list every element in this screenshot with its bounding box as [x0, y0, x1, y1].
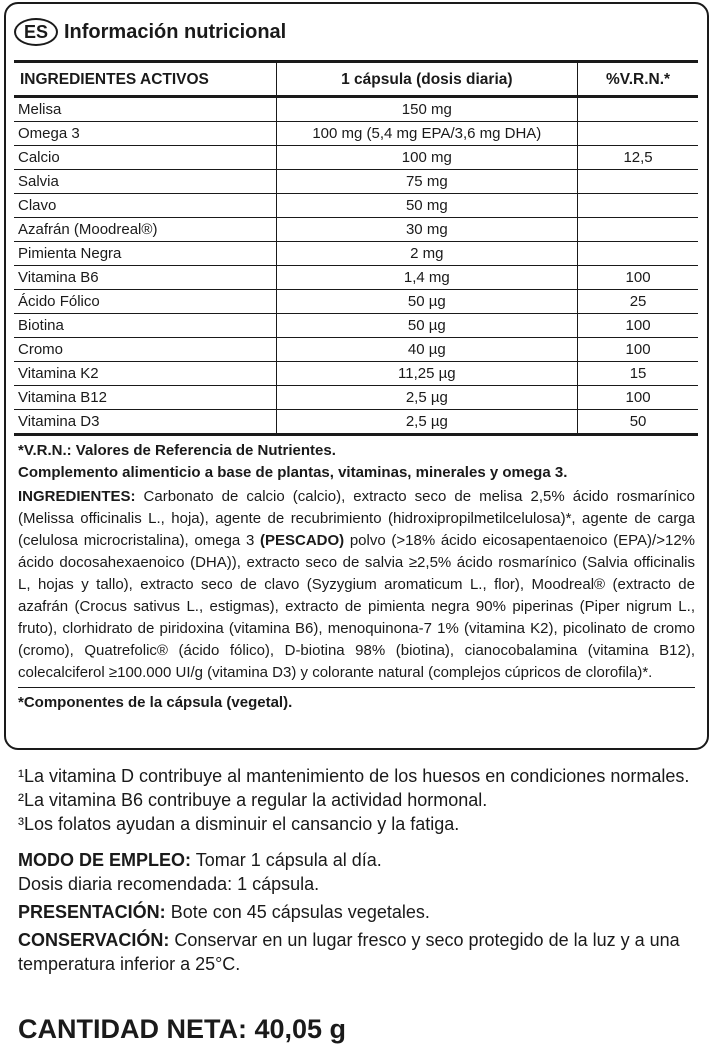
ingredient-name-cell: Azafrán (Moodreal®) [14, 218, 276, 242]
ingredients-text-part2: polvo (>18% ácido eicosapentaenoico (EPA)/>12% ácido docosahexaenoico (DHA)), extracto seco de salvia ≥2,5% ácido rosmarínico (Salvia officinalis L, hojas y tallo), extracto seco de clavo (Syzygium aromaticum L., flor), Moodreal® (extracto de azafrán (Crocus sativus L., estigmas), extracto de pimienta negra 90% piperinas (Piper nigrum L., fruto), clorhidrato de piridoxina (vitamina B6), menoquinona-7 1% (vitamina K2), picolinato de cromo (cromo), Quatrefolic® (ácido fólico), D-biotina 98% (biotina), cianocobalamina (vitamina B12), colecalciferol ≥100.000 UI/g (vitamina D3) y colorante natural (complejos cúpricos de clorofila)*. [18, 532, 695, 681]
ingredient-name-cell: Vitamina B12 [14, 386, 276, 410]
table-row [14, 218, 698, 242]
column-header-vrn: %V.R.N.* [578, 62, 698, 97]
panel-header [14, 14, 286, 50]
ingredient-name-cell: Vitamina B6 [14, 266, 276, 290]
presentation [18, 900, 702, 924]
ingredient-name-cell: Biotina [14, 314, 276, 338]
dose-cell: 50 mg [276, 194, 578, 218]
language-badge: ES [14, 18, 58, 46]
vrn-cell [578, 218, 698, 242]
table-row [14, 338, 698, 362]
ingredient-name-cell: Vitamina K2 [14, 362, 276, 386]
table-row [14, 386, 698, 410]
table-row [14, 170, 698, 194]
table-row [14, 146, 698, 170]
dose-cell: 1,4 mg [276, 266, 578, 290]
claim-folates: ³Los folatos ayudan a disminuir el cansancio y la fatiga. [18, 814, 460, 834]
vrn-cell [578, 242, 698, 266]
capsule-components-note: *Componentes de la cápsula (vegetal). [18, 694, 293, 711]
usage-text: Tomar 1 cápsula al día. [191, 850, 382, 870]
ingredient-name-cell: Clavo [14, 194, 276, 218]
product-info [18, 764, 702, 976]
ingredients-text-part1: Carbonato de calcio (calcio), extracto seco de melisa 2,5% ácido rosmarínico (Melissa officinalis L., hoja), agente de recubrimiento (hidroxipropilmetilcelulosa)*, agente de carga (celulosa microcristalina), omega 3 [18, 488, 695, 549]
dose-cell: 2 mg [276, 242, 578, 266]
allergen-fish: (PESCADO) [259, 532, 345, 549]
vrn-cell: 100 [578, 386, 698, 410]
column-header-ingredient: INGREDIENTES ACTIVOS [14, 62, 276, 97]
panel-title: Información nutricional [64, 20, 287, 43]
dose-cell: 150 mg [276, 97, 578, 122]
ingredient-name-cell: Cromo [14, 338, 276, 362]
nutrition-table [14, 60, 698, 436]
table-row [14, 194, 698, 218]
dose-cell: 30 mg [276, 218, 578, 242]
table-row [14, 97, 698, 122]
presentation-label: PRESENTACIÓN: [18, 902, 166, 922]
supplement-description: Complemento alimenticio a base de plantas, vitaminas, minerales y omega 3. [18, 464, 568, 481]
usage-label: MODO DE EMPLEO: [18, 850, 192, 870]
vrn-cell: 100 [578, 314, 698, 338]
usage-instructions [18, 848, 702, 872]
vrn-cell [578, 194, 698, 218]
ingredient-name-cell: Omega 3 [14, 122, 276, 146]
dose-cell: 2,5 µg [276, 410, 578, 435]
vrn-cell [578, 97, 698, 122]
dose-cell: 11,25 µg [276, 362, 578, 386]
column-header-dose: 1 cápsula (dosis diaria) [276, 62, 578, 97]
ingredient-name-cell: Melisa [14, 97, 276, 122]
storage-label: CONSERVACIÓN: [18, 930, 170, 950]
dose-cell: 75 mg [276, 170, 578, 194]
vrn-cell: 15 [578, 362, 698, 386]
claim-vitamin-b6: ²La vitamina B6 contribuye a regular la actividad hormonal. [18, 790, 488, 810]
table-row [14, 122, 698, 146]
storage-text: Conservar en un lugar fresco y seco protegido de la luz y a una temperatura inferior a 25°C. [18, 930, 680, 974]
table-row [14, 410, 698, 435]
dose-cell: 2,5 µg [276, 386, 578, 410]
notes-section [18, 440, 695, 714]
vrn-cell [578, 170, 698, 194]
vrn-cell [578, 122, 698, 146]
vrn-cell: 100 [578, 338, 698, 362]
net-quantity: CANTIDAD NETA: 40,05 g [18, 1014, 347, 1044]
ingredient-name-cell: Pimienta Negra [14, 242, 276, 266]
storage [18, 928, 702, 976]
table-row [14, 290, 698, 314]
table-row [14, 266, 698, 290]
vrn-cell: 50 [578, 410, 698, 435]
presentation-text: Bote con 45 cápsulas vegetales. [165, 902, 430, 922]
vrn-cell: 12,5 [578, 146, 698, 170]
vrn-cell: 100 [578, 266, 698, 290]
dose-cell: 100 mg [276, 146, 578, 170]
vrn-note: *V.R.N.: Valores de Referencia de Nutrientes. [18, 442, 336, 459]
ingredient-name-cell: Vitamina D3 [14, 410, 276, 435]
dose-cell: 50 µg [276, 290, 578, 314]
daily-dose: Dosis diaria recomendada: 1 cápsula. [18, 874, 320, 894]
table-row [14, 242, 698, 266]
table-row [14, 362, 698, 386]
dose-cell: 40 µg [276, 338, 578, 362]
dose-cell: 100 mg (5,4 mg EPA/3,6 mg DHA) [276, 122, 578, 146]
dose-cell: 50 µg [276, 314, 578, 338]
claim-vitamin-d: ¹La vitamina D contribuye al mantenimiento de los huesos en condiciones normales. [18, 766, 690, 786]
ingredient-name-cell: Salvia [14, 170, 276, 194]
table-row [14, 314, 698, 338]
ingredient-name-cell: Calcio [14, 146, 276, 170]
ingredient-name-cell: Ácido Fólico [14, 290, 276, 314]
vrn-cell: 25 [578, 290, 698, 314]
ingredients-paragraph [18, 486, 695, 688]
ingredients-label: INGREDIENTES: [18, 488, 136, 505]
table-header-row [14, 62, 698, 97]
